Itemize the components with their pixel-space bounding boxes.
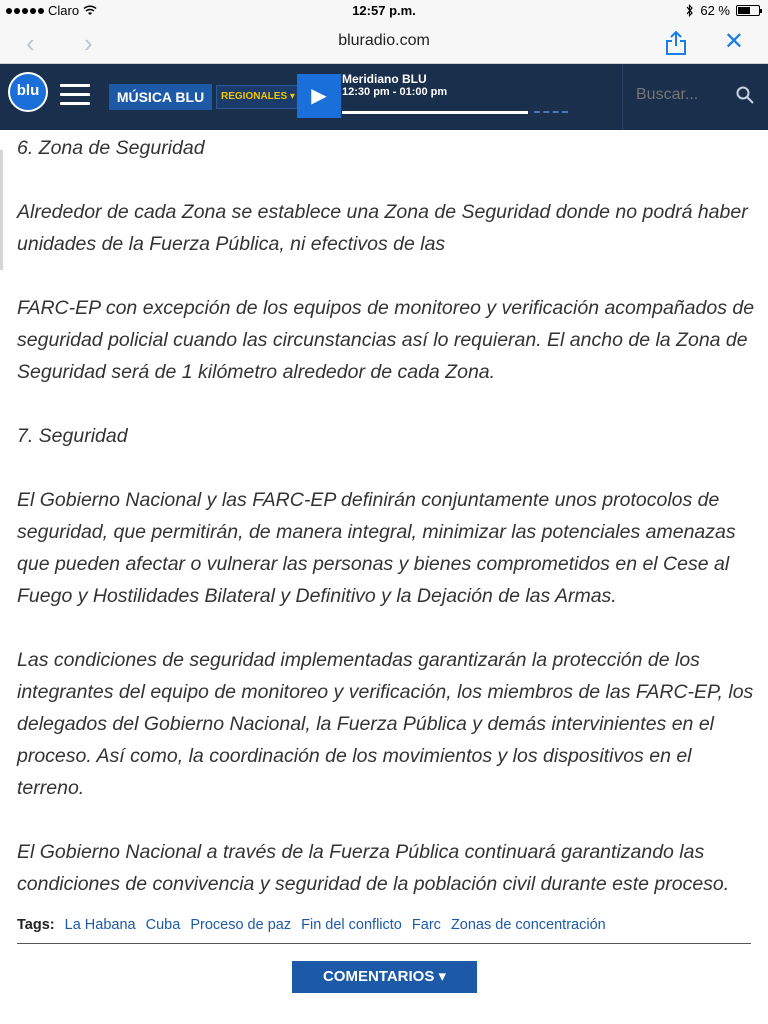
status-time: 12:57 p.m. xyxy=(352,3,416,18)
chevron-down-icon: ▾ xyxy=(438,968,447,985)
article-paragraph: 6. Zona de Seguridad xyxy=(17,137,205,159)
program-progress-bar xyxy=(342,111,528,114)
divider xyxy=(17,943,751,944)
battery-percent: 62 % xyxy=(700,3,730,18)
comments-button[interactable]: COMENTARIOS ▾ xyxy=(292,961,477,993)
forward-arrow-icon[interactable]: › xyxy=(84,28,93,58)
site-header xyxy=(0,64,768,130)
tags-list xyxy=(17,917,606,933)
article-paragraph: Alrededor de cada Zona se establece una Zona de Seguridad donde no podrá haber unidades de la Fuerza Pública, ni efectivos de las xyxy=(17,201,748,255)
regionales-dropdown[interactable]: REGIONALES ▾ xyxy=(216,85,304,109)
search-icon[interactable] xyxy=(736,86,754,104)
bluetooth-icon xyxy=(686,4,694,17)
search-input[interactable] xyxy=(636,86,726,104)
close-icon[interactable]: ✕ xyxy=(723,28,744,55)
back-arrow-icon[interactable]: ‹ xyxy=(26,28,35,58)
program-title: Meridiano BLU xyxy=(342,72,427,86)
share-icon[interactable] xyxy=(664,30,688,56)
side-scroll-indicator xyxy=(0,150,3,270)
article-paragraph: FARC-EP con excepción de los equipos de monitoreo y verificación acompañados de seguridad policial cuando las circunstancias así lo requieran. El ancho de la Zona de Seguridad será de 1 kilómetro alrededor de cada Zona. xyxy=(17,297,755,383)
tag-link[interactable]: Zonas de concentración xyxy=(450,917,606,933)
site-logo[interactable]: blu xyxy=(8,72,48,112)
program-progress-remaining xyxy=(534,111,568,113)
carrier-name: Claro xyxy=(48,3,80,18)
tag-link[interactable]: La Habana xyxy=(64,917,136,933)
article-paragraph: 7. Seguridad xyxy=(17,425,128,447)
play-button[interactable] xyxy=(297,74,341,118)
article-paragraph: Las condiciones de seguridad implementadas garantizarán la protección de los integrantes del equipo de monitoreo y verificación, los miembros de las FARC-EP, los delegados del Gobierno Nacional, la Fuerza Pública y demás intervinientes en el proceso. Así como, la coordinación de los movimientos y los dispositivos en el terreno. xyxy=(17,649,754,799)
tags-label: Tags: xyxy=(17,917,55,933)
article-paragraph: El Gobierno Nacional y las FARC-EP definirán conjuntamente unos protocolos de seguridad, que permitirán, de manera integral, minimizar las potenciales amenazas que pueden afectar o vulnerar las personas y bienes comprometidos en el Cese al Fuego y Hostilidades Bilateral y Definitivo y la Dejación de las Armas. xyxy=(17,489,736,607)
musica-blu-button[interactable]: MÚSICA BLU xyxy=(109,84,212,110)
tag-link[interactable]: Fin del conflicto xyxy=(301,917,402,933)
tag-link[interactable]: Farc xyxy=(411,917,441,933)
menu-icon[interactable] xyxy=(60,84,90,106)
tag-link[interactable]: Proceso de paz xyxy=(190,917,292,933)
chevron-down-icon: ▾ xyxy=(289,91,295,102)
program-time: 12:30 pm - 01:00 pm xyxy=(342,86,448,98)
article-paragraph: El Gobierno Nacional a través de la Fuerza Pública continuará garantizando las condiciones de convivencia y seguridad de la población civil durante este proceso. xyxy=(17,841,730,895)
play-icon: ▶ xyxy=(311,85,327,107)
tag-link[interactable]: Cuba xyxy=(145,917,181,933)
status-right xyxy=(686,3,760,18)
browser-toolbar xyxy=(0,22,768,64)
url-field[interactable]: bluradio.com xyxy=(338,32,430,49)
status-bar xyxy=(0,0,768,22)
article-body xyxy=(17,132,757,932)
battery-icon xyxy=(736,5,760,16)
